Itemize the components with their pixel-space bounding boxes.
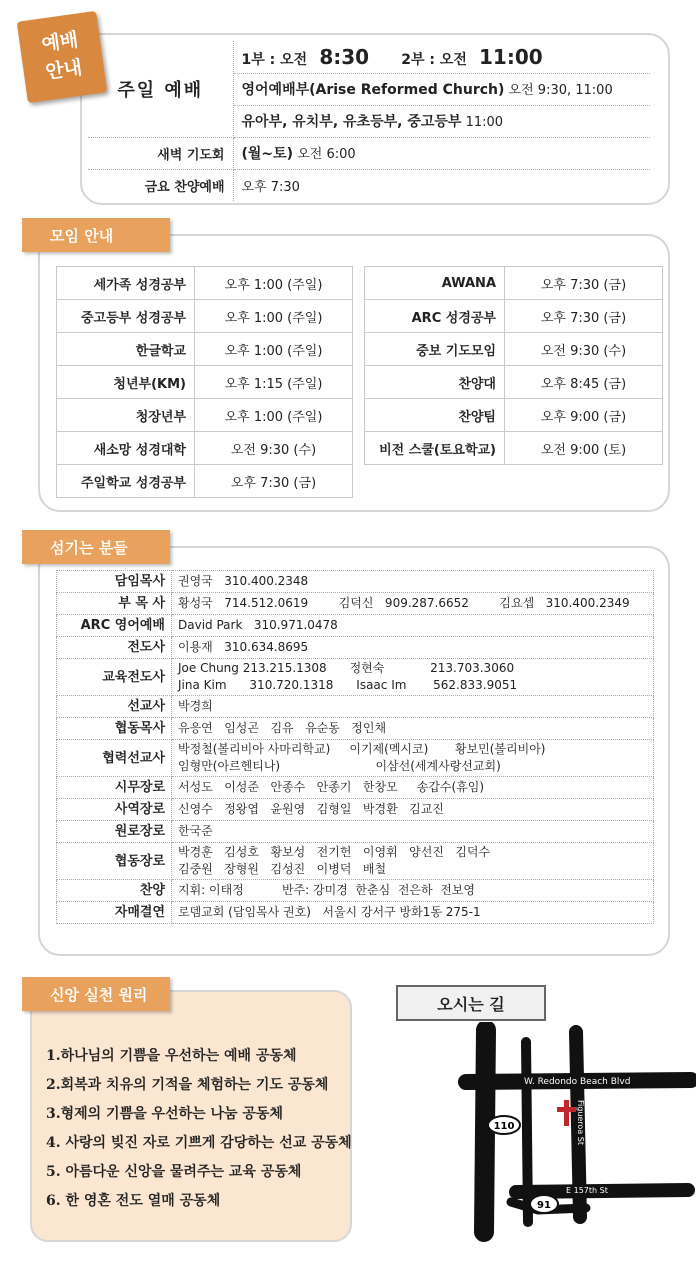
meeting-name: AWANA — [365, 267, 505, 300]
freeway-110-label: 110 — [493, 1121, 515, 1132]
meeting-name: 청장년부 — [57, 399, 195, 432]
staff-row — [57, 718, 654, 740]
staff-role: ARC 영어예배 — [57, 615, 172, 637]
map-freeway-110-road — [484, 1030, 486, 1232]
staff-line: 신영수 정왕엽 윤원영 김형일 박경환 김교진 — [178, 802, 444, 816]
dawn-prayer-days: (월~토) — [241, 146, 294, 162]
meeting-name: 중고등부 성경공부 — [57, 300, 195, 333]
staff-names — [172, 718, 654, 740]
meetings-panel — [38, 234, 670, 512]
english-service-time: 오전 9:30, 11:00 — [508, 83, 613, 98]
meeting-name: 찬양대 — [365, 366, 505, 399]
meeting-name: 한글학교 — [57, 333, 195, 366]
staff-line: 유응연 임성곤 김유 유순동 정인채 — [178, 721, 387, 735]
meeting-name: 세가족 성경공부 — [57, 267, 195, 300]
staff-row — [57, 659, 654, 696]
staff-row — [57, 880, 654, 902]
worship-tab-line1: 예배 — [40, 28, 80, 56]
staff-role: 원로장로 — [57, 821, 172, 843]
staff-role: 선교사 — [57, 696, 172, 718]
staff-names — [172, 777, 654, 799]
meetings-section-title: 모임 안내 — [22, 218, 170, 252]
worship-panel — [80, 33, 670, 205]
staff-names — [172, 659, 654, 696]
english-service-label: 영어예배부(Arise Reformed Church) — [241, 82, 505, 98]
meeting-row — [57, 399, 353, 432]
directions-map — [456, 1022, 696, 1242]
meeting-row — [57, 333, 353, 366]
staff-section-title: 섬기는 분들 — [22, 530, 170, 564]
meeting-time: 오후 1:00 (주일) — [195, 267, 353, 300]
staff-names — [172, 799, 654, 821]
staff-line: 이용재 310.634.8695 — [178, 640, 309, 654]
meeting-name: 새소망 성경대학 — [57, 432, 195, 465]
staff-line: 황성국 714.512.0619 김덕신 909.287.6652 김요셉 310.400.2349 — [178, 596, 630, 610]
service2-time: 11:00 — [479, 44, 543, 69]
map-side-road — [526, 1042, 528, 1222]
staff-role: 협동목사 — [57, 718, 172, 740]
staff-line: 지휘: 이태정 반주: 강미경 한춘심 전은하 전보영 — [178, 883, 475, 897]
principles-panel — [30, 990, 352, 1242]
friday-worship-time: 오후 7:30 — [241, 179, 300, 195]
meeting-row — [365, 366, 663, 399]
meetings-left-table — [56, 266, 353, 498]
staff-line: 로뎀교회 (담임목사 권호) 서울시 강서구 방화1동 275-1 — [178, 905, 481, 919]
meeting-row — [57, 366, 353, 399]
staff-role: 자매결연 — [57, 902, 172, 924]
staff-names — [172, 740, 654, 777]
staff-line: David Park 310.971.0478 — [178, 618, 338, 632]
principle-item: 4. 사랑의 빚진 자로 기쁘게 감당하는 선교 공동체 — [46, 1135, 352, 1151]
staff-line: 박경훈 김성호 황보성 전기헌 이영휘 양선진 김덕수 — [178, 845, 491, 859]
meeting-time: 오후 7:30 (금) — [195, 465, 353, 498]
kids-service-label: 유아부, 유치부, 유초등부, 중고등부 — [241, 114, 462, 130]
staff-table — [56, 570, 654, 924]
staff-line: 김중원 장형원 김성진 이병덕 배철 — [178, 862, 387, 876]
meeting-name: 주일학교 성경공부 — [57, 465, 195, 498]
service2-label: 2부 : 오전 — [401, 51, 467, 68]
map-street-157th: E 157th St — [566, 1186, 608, 1195]
staff-names — [172, 821, 654, 843]
meeting-row — [365, 399, 663, 432]
dawn-prayer-label: 새벽 기도회 — [88, 137, 233, 169]
worship-section-tab — [17, 11, 108, 103]
dawn-prayer-time: 오전 6:00 — [297, 147, 356, 162]
meeting-time: 오후 1:15 (주일) — [195, 366, 353, 399]
staff-role: 사역장로 — [57, 799, 172, 821]
staff-line: 박정철(볼리비아 사마리학교) 이기제(멕시코) 황보민(볼리비아) — [178, 742, 546, 756]
staff-role: 담임목사 — [57, 571, 172, 593]
staff-role: 협력선교사 — [57, 740, 172, 777]
staff-row — [57, 902, 654, 924]
staff-line: 서성도 이성준 안종수 안종기 한창모 송갑수(휴임) — [178, 780, 485, 794]
meeting-name: 비전 스쿨(토요학교) — [365, 432, 505, 465]
meeting-name: 중보 기도모임 — [365, 333, 505, 366]
principles-section-title: 신앙 실천 원리 — [22, 977, 170, 1011]
meeting-row — [365, 267, 663, 300]
staff-role: 찬양 — [57, 880, 172, 902]
staff-row — [57, 571, 654, 593]
map-street-redondo: W. Redondo Beach Blvd — [524, 1077, 631, 1087]
meetings-right-table — [364, 266, 663, 465]
meeting-row — [57, 432, 353, 465]
staff-names — [172, 902, 654, 924]
worship-table — [88, 41, 650, 201]
directions-title: 오시는 길 — [396, 985, 546, 1021]
principle-item: 3.형제의 기쁨을 우선하는 나눔 공동체 — [46, 1106, 283, 1122]
meeting-row — [365, 300, 663, 333]
service1-time: 8:30 — [319, 44, 370, 69]
staff-role: 협동장로 — [57, 843, 172, 880]
staff-line: Jina Kim 310.720.1318 Isaac Im 562.833.9051 — [178, 678, 518, 692]
dawn-prayer — [233, 137, 650, 169]
staff-line: Joe Chung 213.215.1308 정현숙 213.703.3060 — [178, 661, 515, 675]
principle-item: 1.하나님의 기쁨을 우선하는 예배 공동체 — [46, 1048, 297, 1064]
friday-worship-label: 금요 찬양예배 — [88, 169, 233, 201]
staff-line: 권영국 310.400.2348 — [178, 574, 309, 588]
staff-row — [57, 740, 654, 777]
kids-service-time: 11:00 — [465, 115, 504, 130]
staff-line: 박경희 — [178, 699, 213, 713]
meeting-name: 찬양팀 — [365, 399, 505, 432]
worship-tab-line2: 안내 — [44, 56, 84, 84]
staff-names — [172, 696, 654, 718]
service-times — [233, 41, 650, 73]
staff-line: 임형만(아르헨티나) 이삼선(세계사랑선교회) — [178, 759, 501, 773]
map-street-figueroa: Figueroa St — [576, 1100, 585, 1145]
principle-item: 2.회복과 치유의 기적을 체험하는 기도 공동체 — [46, 1077, 329, 1093]
staff-line: 한국준 — [178, 824, 213, 838]
freeway-91-label: 91 — [537, 1200, 551, 1211]
meeting-row — [57, 267, 353, 300]
meeting-row — [57, 300, 353, 333]
meeting-time: 오전 9:30 (수) — [505, 333, 663, 366]
principle-item: 5. 아름다운 신앙을 물려주는 교육 공동체 — [46, 1164, 302, 1180]
meeting-time: 오후 1:00 (주일) — [195, 300, 353, 333]
staff-names — [172, 637, 654, 659]
staff-role: 교육전도사 — [57, 659, 172, 696]
meeting-time: 오후 1:00 (주일) — [195, 333, 353, 366]
staff-row — [57, 843, 654, 880]
meeting-name: 청년부(KM) — [57, 366, 195, 399]
service1-label: 1부 : 오전 — [241, 51, 308, 68]
meeting-row — [365, 432, 663, 465]
staff-names — [172, 615, 654, 637]
staff-names — [172, 571, 654, 593]
english-service — [233, 73, 650, 105]
meeting-time: 오전 9:30 (수) — [195, 432, 353, 465]
staff-role: 전도사 — [57, 637, 172, 659]
kids-service — [233, 105, 650, 137]
staff-row — [57, 593, 654, 615]
staff-panel — [38, 546, 670, 956]
staff-row — [57, 799, 654, 821]
meeting-time: 오후 7:30 (금) — [505, 267, 663, 300]
meeting-time: 오후 1:00 (주일) — [195, 399, 353, 432]
staff-row — [57, 777, 654, 799]
meeting-name: ARC 성경공부 — [365, 300, 505, 333]
staff-role: 부 목 사 — [57, 593, 172, 615]
staff-row — [57, 637, 654, 659]
meeting-row — [57, 465, 353, 498]
staff-row — [57, 696, 654, 718]
sunday-service-label: 주일 예배 — [88, 41, 233, 137]
staff-row — [57, 821, 654, 843]
staff-names — [172, 843, 654, 880]
principles-list — [46, 1042, 352, 1216]
meeting-time: 오후 7:30 (금) — [505, 300, 663, 333]
staff-role: 시무장로 — [57, 777, 172, 799]
principle-item: 6. 한 영혼 전도 열매 공동체 — [46, 1193, 221, 1209]
staff-row — [57, 615, 654, 637]
staff-names — [172, 880, 654, 902]
meeting-row — [365, 333, 663, 366]
meeting-time: 오전 9:00 (토) — [505, 432, 663, 465]
meeting-time: 오후 9:00 (금) — [505, 399, 663, 432]
staff-names — [172, 593, 654, 615]
meeting-time: 오후 8:45 (금) — [505, 366, 663, 399]
